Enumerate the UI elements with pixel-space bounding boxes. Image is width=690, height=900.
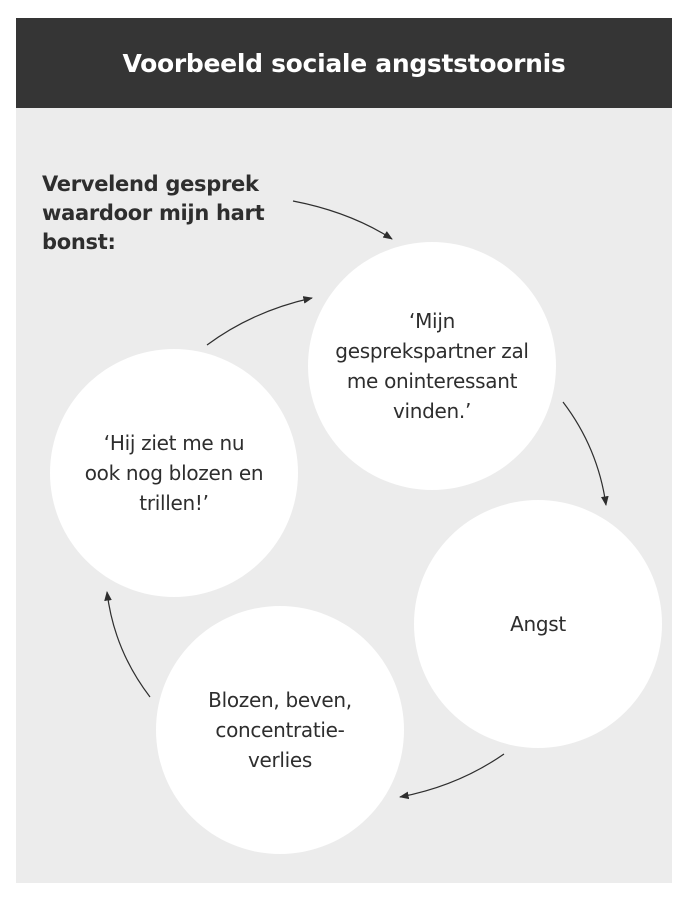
thought-text: ‘Mijn gesprekspartner zal me oninteressant vinden.’ [335, 309, 529, 423]
arrow-symptoms-to-observation [107, 592, 150, 697]
symptoms-text: Blozen, beven, concentratie-verlies [208, 688, 352, 772]
trigger-label: Vervelend gesprek waardoor mijn hart bonst: [42, 172, 265, 254]
thought-node [308, 242, 556, 490]
angst-node [414, 500, 662, 748]
symptoms-node [156, 606, 404, 854]
arrow-trigger-to-thought [293, 201, 392, 239]
arrow-angst-to-symptoms [400, 754, 504, 797]
arrow-observation-to-thought [207, 298, 312, 345]
arrow-thought-to-angst [563, 402, 606, 505]
observation-node [50, 349, 298, 597]
title-text: Voorbeeld sociale angststoornis [122, 48, 566, 78]
angst-text: Angst [510, 612, 566, 636]
observation-text: ‘Hij ziet me nu ook nog blozen en trillen!’ [84, 431, 264, 515]
